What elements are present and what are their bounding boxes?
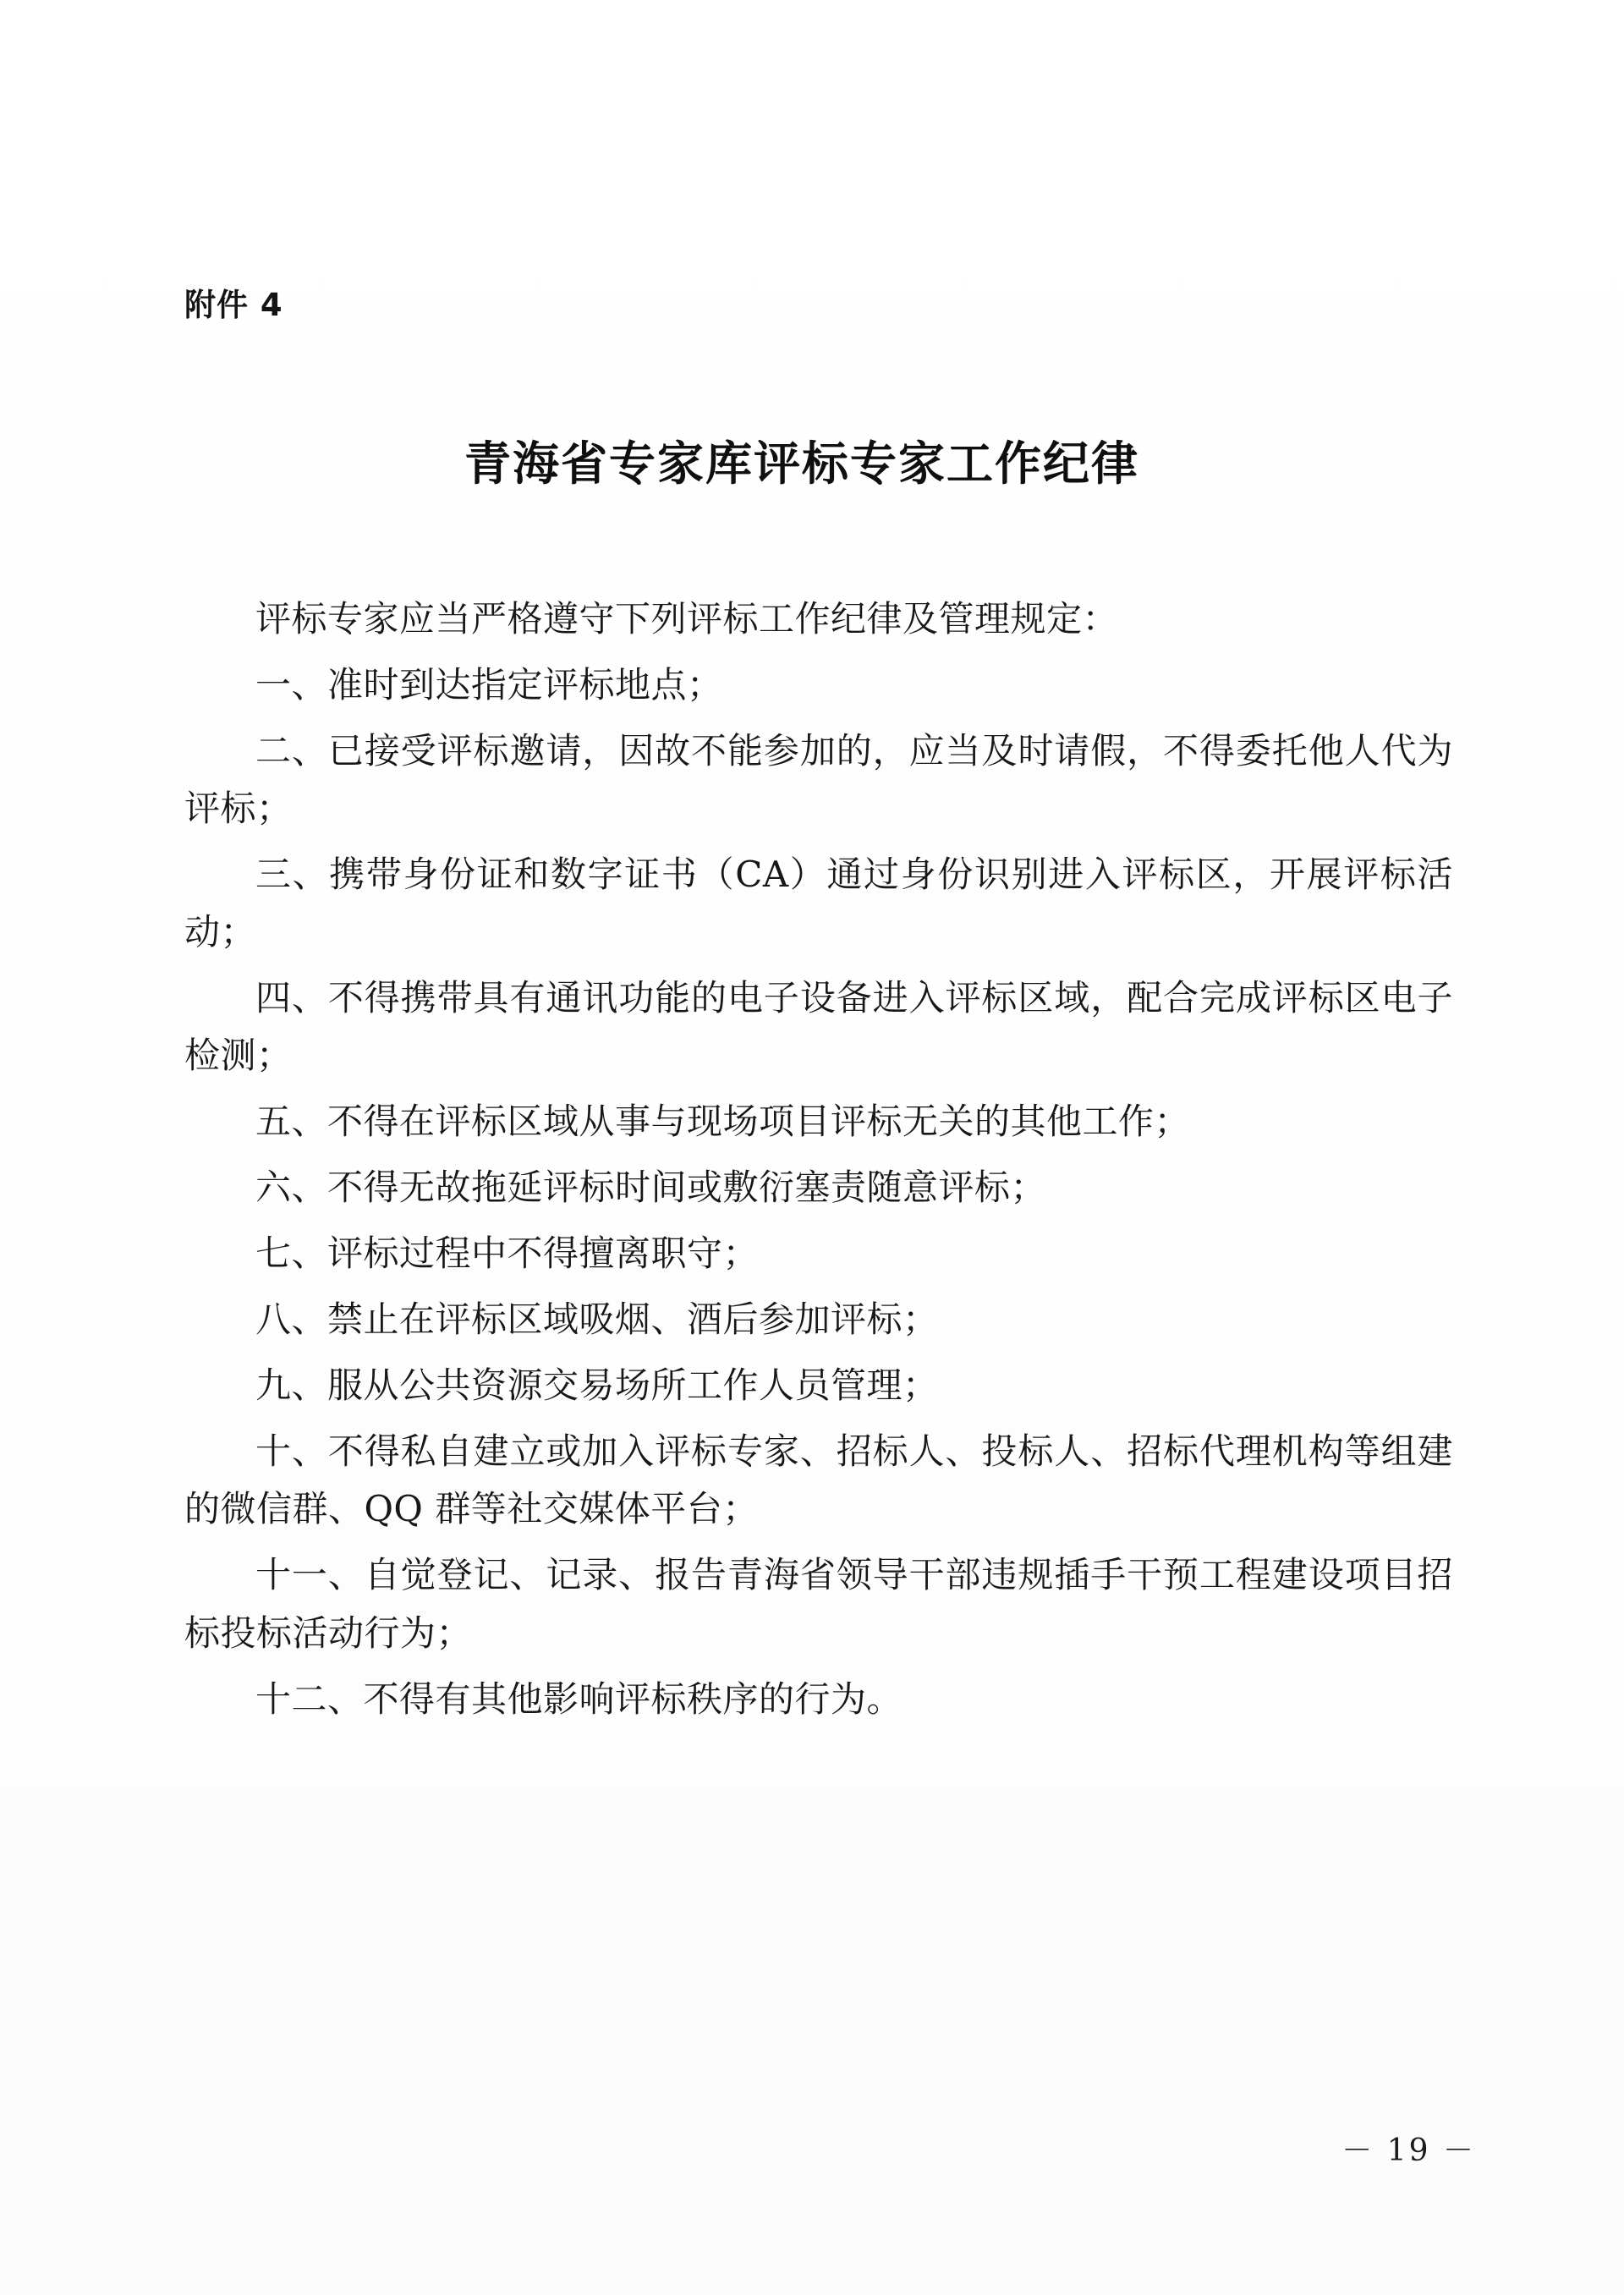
document-content bbox=[184, 279, 1453, 1728]
clause-item: 一、准时到达指定评标地点； bbox=[255, 664, 723, 706]
page-number: － 19 － bbox=[1341, 2133, 1476, 2168]
attachment-label: 附件 4 bbox=[184, 287, 283, 323]
clause-item: 九、服从公共资源交易场所工作人员管理； bbox=[255, 1364, 939, 1407]
clause-item: 八、禁止在评标区域吸烟、酒后参加评标； bbox=[255, 1298, 939, 1341]
intro-paragraph: 评标专家应当严格遵守下列评标工作纪律及管理规定： bbox=[255, 598, 1119, 640]
clause-item: 五、不得在评标区域从事与现场项目评标无关的其他工作； bbox=[255, 1101, 1191, 1143]
clause-item: 二、已接受评标邀请，因故不能参加的，应当及时请假，不得委托他人代为评标； bbox=[184, 730, 1453, 830]
clause-item: 十二、不得有其他影响评标秩序的行为。 bbox=[255, 1677, 903, 1720]
clause-item: 十、不得私自建立或加入评标专家、招标人、投标人、招标代理机构等组建的微信群、QQ 群等社交媒体平台； bbox=[184, 1430, 1453, 1530]
clause-item: 三、携带身份证和数字证书（CA）通过身份识别进入评标区，开展评标活动； bbox=[184, 854, 1453, 953]
clause-item: 六、不得无故拖延评标时间或敷衍塞责随意评标； bbox=[255, 1167, 1047, 1209]
document-body bbox=[184, 590, 1453, 1728]
clause-item: 四、不得携带具有通讯功能的电子设备进入评标区域，配合完成评标区电子检测； bbox=[184, 977, 1453, 1077]
clause-item: 十一、自觉登记、记录、报告青海省领导干部违规插手干预工程建设项目招标投标活动行为； bbox=[184, 1554, 1453, 1654]
page-title: 青海省专家库评标专家工作纪律 bbox=[464, 436, 1139, 491]
clause-item: 七、评标过程中不得擅离职守； bbox=[255, 1233, 760, 1275]
